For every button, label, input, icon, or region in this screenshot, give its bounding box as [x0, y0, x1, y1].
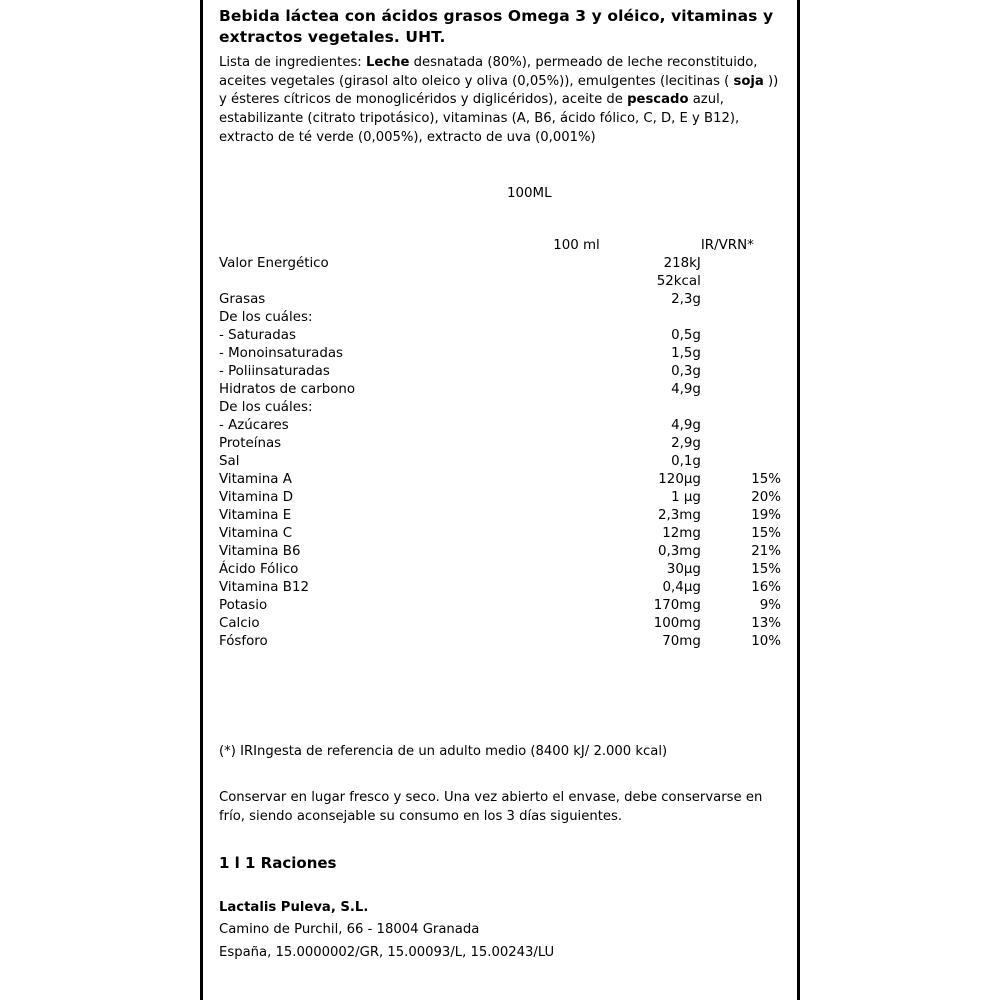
nutrient-value: 120µg — [658, 471, 701, 487]
nutrient-name: - Azúcares — [219, 417, 289, 433]
nutrient-ir — [701, 291, 781, 309]
table-row — [219, 543, 781, 561]
nutrient-value: 4,9g — [671, 417, 701, 433]
nutrient-name — [219, 273, 545, 291]
nutrient-value: 30µg — [666, 562, 701, 578]
nutrient-ir: 19% — [751, 507, 781, 523]
nutrient-name: Calcio — [219, 616, 260, 632]
ingredients-text-2: desnatada (80%), permeado de leche reconstituido, aceites vegetales (girasol alto oleico y oliva (0,05%)), emulgentes (lecitinas ( — [219, 54, 758, 89]
table-row — [219, 633, 781, 651]
nutrient-ir — [701, 381, 781, 399]
nutrient-ir — [701, 273, 781, 291]
nutrient-ir: 10% — [751, 634, 781, 650]
table-row — [219, 327, 781, 345]
nutrient-name: Hidratos de carbono — [219, 381, 356, 397]
ingredients-paragraph — [219, 54, 781, 148]
nutrient-ir — [701, 345, 781, 363]
table-row — [219, 399, 781, 417]
table-row — [219, 363, 781, 381]
header-ir-vrn: IR/VRN* — [700, 237, 754, 253]
nutrient-value: 218kJ — [663, 255, 701, 271]
nutrient-name: De los cuáles: — [219, 309, 313, 325]
header-per-100ml: 100 ml — [553, 237, 600, 253]
ingredient-highlight-soja: soja — [733, 73, 764, 89]
table-row — [219, 417, 781, 435]
nutrient-name: Sal — [219, 453, 240, 469]
nutrient-value: 100mg — [653, 616, 701, 632]
nutrient-name: Vitamina B6 — [219, 544, 301, 560]
table-row — [219, 345, 781, 363]
nutrient-value: 2,3mg — [658, 507, 701, 523]
serving-volume: 100ML — [507, 185, 552, 201]
company-name: Lactalis Puleva, S.L. — [219, 900, 369, 915]
nutrient-ir — [701, 309, 781, 327]
nutrient-value: 170mg — [653, 598, 701, 614]
table-row — [219, 309, 781, 327]
nutrient-ir: 20% — [751, 489, 781, 505]
nutrient-value: 0,3g — [671, 363, 701, 379]
nutrient-value: 0,5g — [671, 327, 701, 343]
header-nutrient — [219, 237, 545, 255]
table-row — [219, 525, 781, 543]
nutrient-ir — [701, 435, 781, 453]
nutrient-ir — [701, 327, 781, 345]
nutrient-value: 1,5g — [671, 345, 701, 361]
nutrient-name: Potasio — [219, 598, 268, 614]
nutrient-name: - Poliinsaturadas — [219, 363, 330, 379]
table-row — [219, 471, 781, 489]
nutrition-label-panel — [200, 0, 800, 1000]
table-row — [219, 597, 781, 615]
nutrient-ir: 9% — [759, 598, 781, 614]
rations-info: 1 l 1 Raciones — [219, 854, 337, 872]
ingredients-text-3: )) y ésteres cítricos de monoglicéridos y diglicéridos), aceite de — [219, 73, 779, 108]
table-row — [219, 381, 781, 399]
nutrient-ir: 21% — [751, 544, 781, 560]
table-row — [219, 273, 781, 291]
nutrient-value: 4,9g — [671, 381, 701, 397]
storage-instructions: Conservar en lugar fresco y seco. Una vez abierto el envase, debe conservarse en frío, siendo aconsejable su consumo en los 3 días siguientes. — [219, 789, 763, 824]
nutrient-value — [545, 399, 701, 417]
nutrient-ir: 15% — [751, 526, 781, 542]
table-row — [219, 291, 781, 309]
ir-footnote: (*) IRIngesta de referencia de un adulto medio (8400 kJ/ 2.000 kcal) — [219, 744, 668, 760]
table-row — [219, 507, 781, 525]
company-registration: España, 15.0000002/GR, 15.00093/L, 15.00243/LU — [219, 944, 555, 960]
table-header-row — [219, 237, 781, 255]
nutrient-name: - Saturadas — [219, 327, 296, 343]
nutrient-name: - Monoinsaturadas — [219, 345, 344, 361]
nutrient-ir: 13% — [751, 616, 781, 632]
nutrient-value: 52kcal — [656, 273, 701, 289]
nutrient-ir: 15% — [751, 471, 781, 487]
nutrient-ir: 16% — [751, 580, 781, 596]
nutrient-name: Fósforo — [219, 634, 268, 650]
ingredients-label: Lista de ingredientes: — [219, 54, 362, 70]
nutrient-value: 70mg — [662, 634, 701, 650]
nutrient-name: Vitamina A — [219, 471, 292, 487]
nutrient-value: 1 µg — [671, 489, 701, 505]
nutrient-ir: 15% — [751, 562, 781, 578]
nutrient-ir — [701, 453, 781, 471]
table-row — [219, 489, 781, 507]
nutrient-name: Vitamina D — [219, 489, 294, 505]
nutrient-name: Vitamina C — [219, 526, 293, 542]
nutrient-value: 0,4µg — [662, 580, 701, 596]
nutrient-ir — [701, 399, 781, 417]
nutrition-table-body — [219, 237, 781, 652]
table-row — [219, 615, 781, 633]
table-row — [219, 453, 781, 471]
nutrient-value: 12mg — [662, 526, 701, 542]
table-row — [219, 255, 781, 273]
nutrient-ir — [701, 255, 781, 273]
ingredient-highlight-pescado: pescado — [627, 92, 689, 108]
table-row — [219, 579, 781, 597]
ingredient-highlight-leche: Leche — [365, 54, 410, 70]
nutrient-name: Valor Energético — [219, 255, 329, 271]
company-address: Camino de Purchil, 66 - 18004 Granada — [219, 922, 480, 938]
nutrient-ir — [701, 417, 781, 435]
nutrient-value: 2,3g — [671, 291, 701, 307]
table-row — [219, 435, 781, 453]
nutrient-name: De los cuáles: — [219, 399, 313, 415]
nutrient-ir — [701, 363, 781, 381]
nutrient-value: 2,9g — [671, 435, 701, 451]
nutrient-value — [545, 309, 701, 327]
nutrition-table — [219, 237, 781, 652]
nutrient-value: 0,1g — [671, 453, 701, 469]
product-title: Bebida láctea con ácidos grasos Omega 3 y oléico, vitaminas y extractos vegetales. UHT. — [219, 7, 774, 46]
nutrient-name: Grasas — [219, 291, 266, 307]
nutrient-value: 0,3mg — [658, 544, 701, 560]
table-row — [219, 561, 781, 579]
nutrient-name: Proteínas — [219, 435, 282, 451]
ingredients-text-4: azul, estabilizante (citrato tripotásico), vitaminas (A, B6, ácido fólico, C, D, E y B12), extracto de té verde (0,005%), extracto de uva (0,001%) — [219, 92, 740, 145]
nutrient-name: Vitamina B12 — [219, 580, 309, 596]
nutrient-name: Vitamina E — [219, 507, 292, 523]
nutrient-name: Ácido Fólico — [219, 562, 299, 578]
